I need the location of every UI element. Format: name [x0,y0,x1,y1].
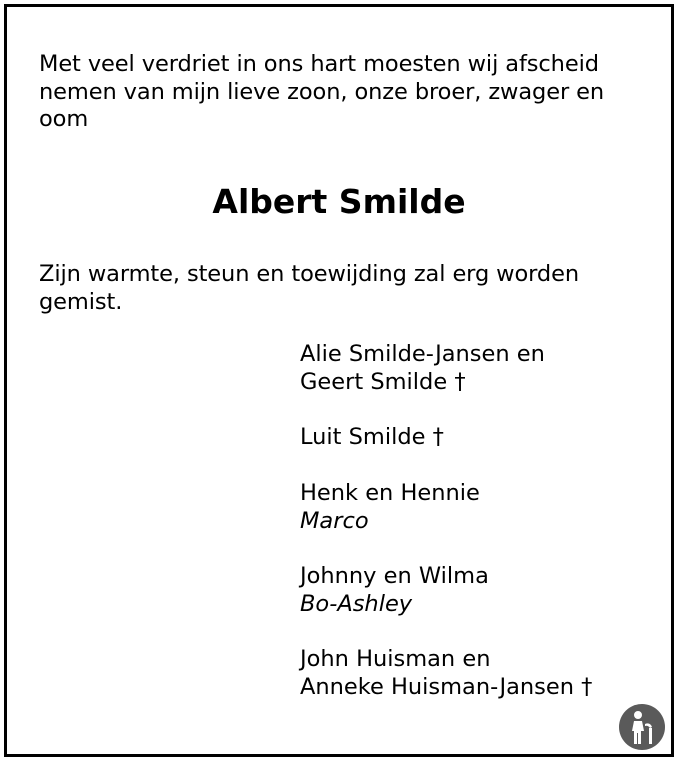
signatory-child: Bo-Ashley [300,590,413,617]
closing-text: Zijn warmte, steun en toewijding zal erg worden gemist. [39,261,579,315]
signatory-line: Alie Smilde-Jansen en [300,341,545,367]
signatory-block [300,563,489,618]
signatory-line: Luit Smilde † [300,424,444,450]
signatory-line: John Huisman en [300,646,491,672]
signatory-block [300,480,480,535]
signatory-line: Geert Smilde † [300,368,466,395]
signatory-child: Marco [300,507,369,534]
notice-frame [4,4,674,757]
deceased-name: Albert Smilde [212,182,466,221]
intro-text: Met veel verdriet in ons hart moesten wij afscheid nemen van mijn lieve zoon, onze broer, zwager en oom [39,51,605,132]
signatory-line: Henk en Hennie [300,480,480,506]
signatory-block [300,646,592,701]
signatory-block [300,341,545,396]
signatory-line: Anneke Huisman-Jansen † [300,673,593,700]
signatory-line: Johnny en Wilma [300,563,489,589]
signatory-block [300,424,444,452]
memorial-figure-icon [619,704,665,750]
